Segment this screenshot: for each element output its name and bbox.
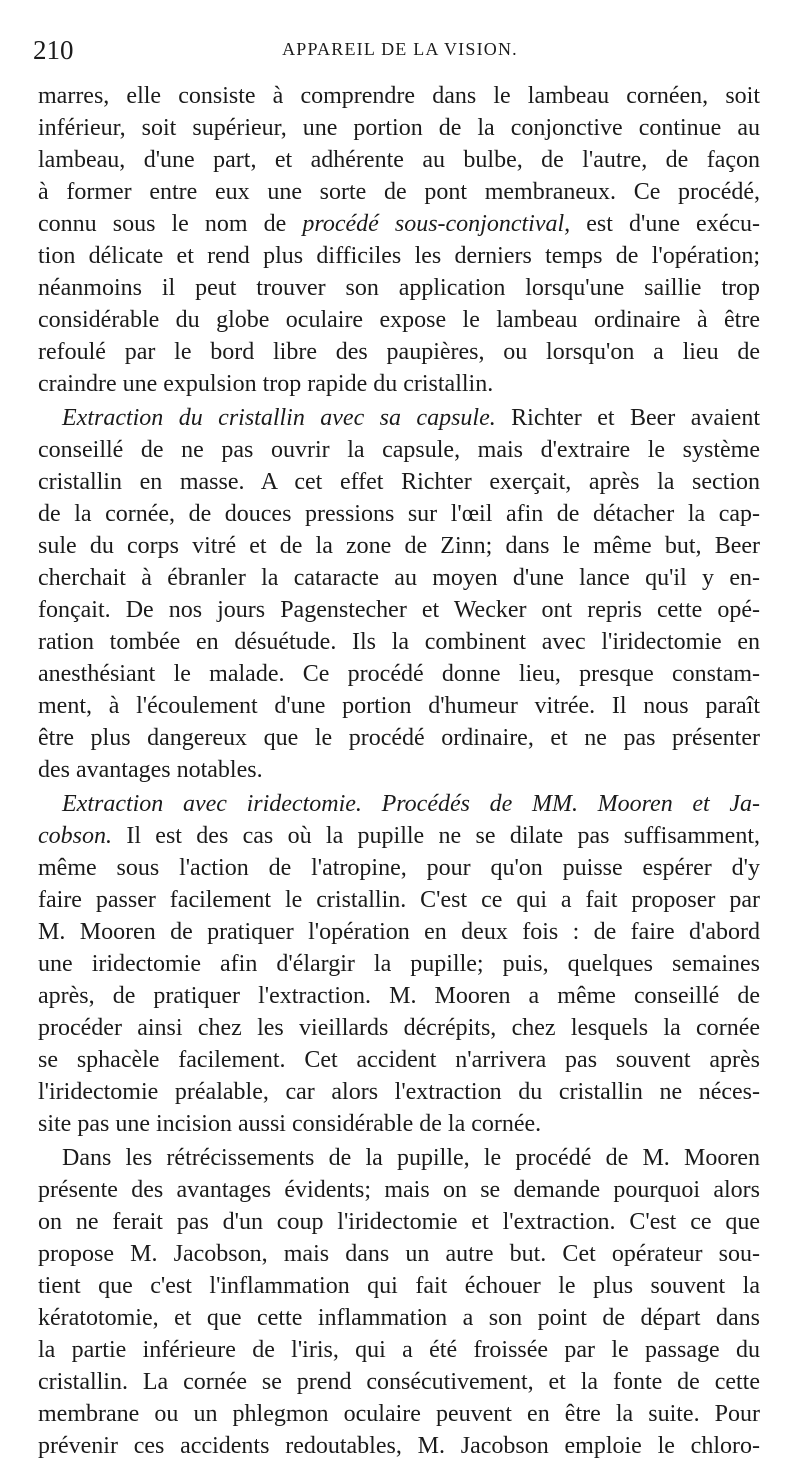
text-line: sule du corps vitré et de la zone de Zinn; dans le même but, Beer bbox=[38, 533, 760, 559]
text-line bbox=[38, 208, 760, 240]
text-run: connu sous le nom de bbox=[38, 211, 303, 237]
text-line: kératotomie, et que cette inflammation a son point de départ dans bbox=[38, 1305, 760, 1331]
text-line: Dans les rétrécissements de la pupille, le procédé de M. Mooren bbox=[62, 1145, 760, 1171]
paragraph-4 bbox=[38, 1142, 760, 1462]
text-line: propose M. Jacobson, mais dans un autre but. Cet opérateur sou- bbox=[38, 1241, 760, 1267]
text-line bbox=[38, 820, 760, 852]
paragraph-2 bbox=[38, 402, 760, 786]
text-line: conseillé de ne pas ouvrir la capsule, mais d'extraire le système bbox=[38, 437, 760, 463]
text-run: Il est des cas où la pupille ne se dilate pas suffisamment, bbox=[112, 823, 760, 849]
text-line: fonçait. De nos jours Pagenstecher et Wecker ont repris cette opé- bbox=[38, 597, 760, 623]
text-line: la partie inférieure de l'iris, qui a été froissée par le passage du bbox=[38, 1337, 760, 1363]
text-line: à former entre eux une sorte de pont membraneux. Ce procédé, bbox=[38, 179, 760, 205]
text-line: procéder ainsi chez les vieillards décrépits, chez lesquels la cornée bbox=[38, 1015, 760, 1041]
text-line: après, de pratiquer l'extraction. M. Mooren a même conseillé de bbox=[38, 983, 760, 1009]
italic-heading: Extraction du cristallin avec sa capsule. bbox=[62, 405, 496, 431]
text-line: l'iridectomie préalable, car alors l'extraction du cristallin ne néces- bbox=[38, 1079, 760, 1105]
running-title: APPAREIL DE LA VISION. bbox=[282, 39, 518, 59]
text-line: une iridectomie afin d'élargir la pupille; puis, quelques semaines bbox=[38, 951, 760, 977]
text-line: cristallin en masse. A cet effet Richter exerçait, après la section bbox=[38, 469, 760, 495]
paragraph-3 bbox=[38, 788, 760, 1140]
text-line: inférieur, soit supérieur, une portion de la conjonctive continue au bbox=[38, 115, 760, 141]
text-line: ration tombée en désuétude. Ils la combinent avec l'iridectomie en bbox=[38, 629, 760, 655]
text-line: se sphacèle facilement. Cet accident n'arrivera pas souvent après bbox=[38, 1047, 760, 1073]
page-number: 210 bbox=[33, 35, 74, 65]
text-line: être plus dangereux que le procédé ordinaire, et ne pas présenter bbox=[38, 725, 760, 751]
text-line: ment, à l'écoulement d'une portion d'humeur vitrée. Il nous paraît bbox=[38, 693, 760, 719]
italic-heading: cobson. bbox=[38, 823, 112, 849]
text-line: anesthésiant le malade. Ce procédé donne lieu, presque constam- bbox=[38, 661, 760, 687]
italic-term: procédé sous-conjonctival, bbox=[302, 211, 571, 237]
text-line: néanmoins il peut trouver son application lorsqu'une saillie trop bbox=[38, 275, 760, 301]
italic-heading: Extraction avec iridectomie. Procédés de MM. Mooren et Ja- bbox=[62, 791, 760, 817]
text-run: Richter et Beer avaient bbox=[495, 405, 761, 431]
text-line: marres, elle consiste à comprendre dans le lambeau cornéen, soit bbox=[38, 83, 760, 109]
text-line: cherchait à ébranler la cataracte au moyen d'une lance qu'il y en- bbox=[38, 565, 760, 591]
text-line: site pas une incision aussi considérable de la cornée. bbox=[38, 1111, 542, 1137]
page-header bbox=[0, 32, 800, 68]
text-line: présente des avantages évidents; mais on se demande pourquoi alors bbox=[38, 1177, 760, 1203]
text-line: M. Mooren de pratiquer l'opération en deux fois : de faire d'abord bbox=[38, 919, 760, 945]
body-text bbox=[38, 80, 760, 1462]
text-line: craindre une expulsion trop rapide du cristallin. bbox=[38, 371, 494, 397]
text-line: tient que c'est l'inflammation qui fait échouer le plus souvent la bbox=[38, 1273, 760, 1299]
text-line: prévenir ces accidents redoutables, M. Jacobson emploie le chloro- bbox=[38, 1433, 760, 1459]
text-line: de la cornée, de douces pressions sur l'œil afin de détacher la cap- bbox=[38, 501, 760, 527]
text-line: considérable du globe oculaire expose le lambeau ordinaire à être bbox=[38, 307, 760, 333]
text-line: des avantages notables. bbox=[38, 757, 263, 783]
text-run: est d'une exécu- bbox=[570, 211, 760, 237]
text-line: faire passer facilement le cristallin. C'est ce qui a fait proposer par bbox=[38, 887, 760, 913]
paragraph-1 bbox=[38, 80, 760, 400]
text-line: refoulé par le bord libre des paupières, ou lorsqu'on a lieu de bbox=[38, 339, 760, 365]
text-line: lambeau, d'une part, et adhérente au bulbe, de l'autre, de façon bbox=[38, 147, 760, 173]
text-line: tion délicate et rend plus difficiles les derniers temps de l'opération; bbox=[38, 243, 760, 269]
text-line: cristallin. La cornée se prend consécutivement, et la fonte de cette bbox=[38, 1369, 760, 1395]
text-line: on ne ferait pas d'un coup l'iridectomie et l'extraction. C'est ce que bbox=[38, 1209, 760, 1235]
text-line: membrane ou un phlegmon oculaire peuvent en être la suite. Pour bbox=[38, 1401, 760, 1427]
text-line bbox=[38, 402, 760, 434]
text-line: même sous l'action de l'atropine, pour qu'on puisse espérer d'y bbox=[38, 855, 760, 881]
